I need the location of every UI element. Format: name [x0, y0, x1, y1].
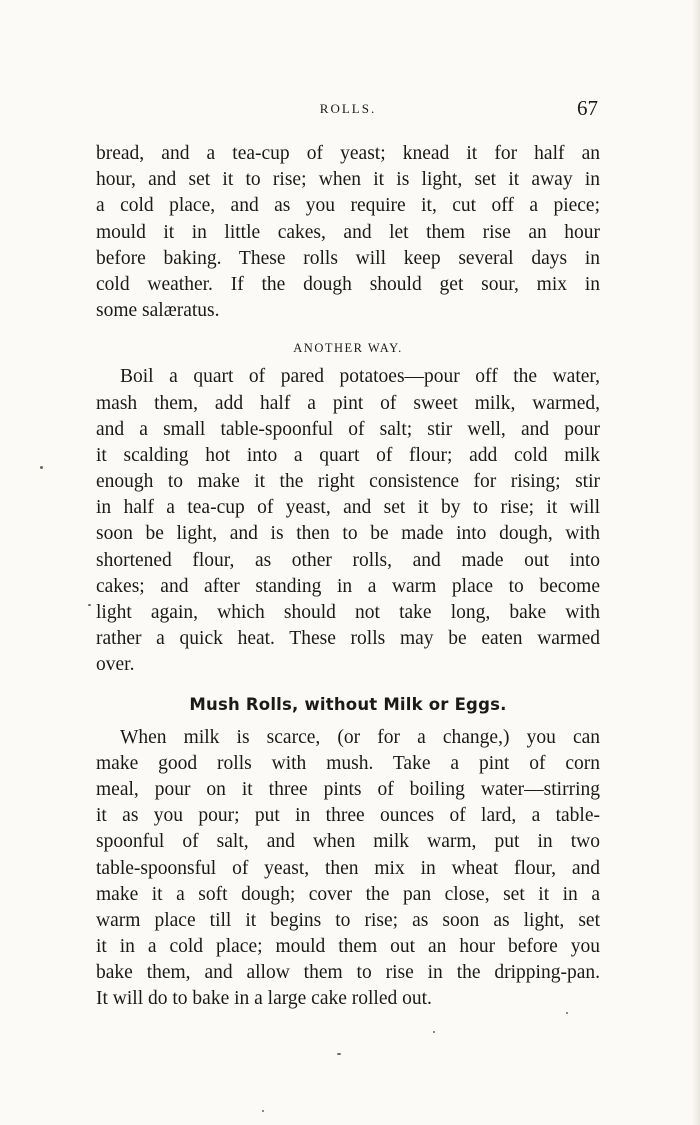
text-line: Boil a quart of pared potatoes—pour off the water,: [120, 366, 600, 388]
text-line: soon be light, and is then to be made into dough, with: [96, 523, 600, 545]
ink-speck: [40, 466, 43, 469]
text-line: over.: [96, 654, 135, 676]
paragraph-continued: [96, 141, 600, 324]
ink-speck: [337, 1053, 341, 1055]
text-line: table-spoonsful of yeast, then mix in wheat flour, and: [96, 857, 600, 879]
text-line: warm place till it begins to rise; as soon as light, set: [96, 909, 600, 931]
text-line: make it a soft dough; cover the pan close, set it in a: [96, 883, 600, 905]
text-line: cold weather. If the dough should get sour, mix in: [96, 273, 600, 295]
ink-speck: [262, 1110, 264, 1112]
text-line: in half a tea-cup of yeast, and set it by to rise; it will: [96, 497, 600, 519]
mush-rolls-heading: Mush Rolls, without Milk or Eggs.: [189, 694, 507, 714]
text-line: bake them, and allow them to rise in the dripping-pan.: [96, 962, 600, 984]
text-line: mould it in little cakes, and let them rise an hour: [96, 221, 600, 243]
text-line: shortened flour, as other rolls, and made out into: [96, 549, 600, 571]
running-head: [96, 96, 600, 126]
text-line: spoonful of salt, and when milk warm, put in two: [96, 831, 600, 853]
text-line: meal, pour on it three pints of boiling water—stirring: [96, 778, 600, 800]
page-edge-shadow: [692, 0, 700, 1125]
text-line: some salæratus.: [96, 300, 220, 322]
text-line: make good rolls with mush. Take a pint of corn: [96, 752, 600, 774]
text-line: before baking. These rolls will keep several days in: [96, 247, 600, 269]
text-line: enough to make it the right consistence for rising; stir: [96, 471, 600, 493]
text-line: bread, and a tea-cup of yeast; knead it for half an: [96, 143, 600, 164]
ink-speck: [88, 604, 91, 606]
another-way-paragraph: [96, 364, 600, 678]
running-title: ROLLS.: [319, 101, 377, 116]
text-line: light again, which should not take long, bake with: [96, 602, 600, 623]
text-line: rather a quick heat. These rolls may be eaten warmed: [96, 628, 600, 650]
ink-speck: [566, 1012, 568, 1014]
text-line: and a small table-spoonful of salt; stir well, and pour: [96, 418, 600, 440]
another-way-heading: ANOTHER WAY.: [293, 341, 403, 356]
text-line: a cold place, and as you require it, cut off a piece;: [96, 195, 600, 217]
text-line: cakes; and after standing in a warm place to become: [96, 575, 600, 597]
text-line: it as you pour; put in three ounces of lard, a table-: [96, 805, 600, 827]
text-line: When milk is scarce, (or for a change,) you can: [120, 726, 600, 748]
text-line: It will do to bake in a large cake rolled out.: [96, 988, 432, 1010]
text-line: it in a cold place; mould them out an hour before you: [96, 936, 600, 958]
ink-speck: [433, 1031, 435, 1033]
text-line: hour, and set it to rise; when it is light, set it away in: [96, 169, 600, 191]
text-line: mash them, add half a pint of sweet milk, warmed,: [96, 392, 600, 414]
page-text: [96, 141, 600, 1013]
text-line: it scalding hot into a quart of flour; add cold milk: [96, 444, 600, 466]
page-number: 67: [577, 96, 598, 120]
mush-rolls-paragraph: [96, 725, 600, 1013]
